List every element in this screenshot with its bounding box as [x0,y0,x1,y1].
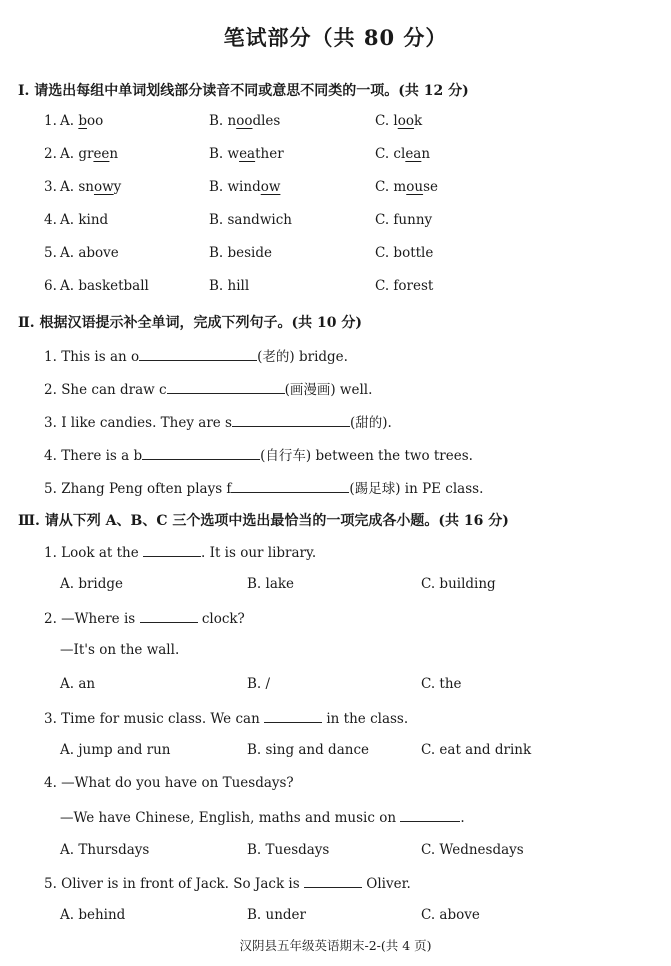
section-2-heading: Ⅱ. 根据汉语提示补全单词，完成下列句子。(共 10 分) [18,315,363,331]
q4-option-a[interactable]: A. Thursdays [60,842,150,858]
option-a[interactable] [60,245,119,261]
option-text: C. funny [375,212,433,228]
underlined-letters: ea [239,146,256,162]
answer-blank[interactable] [304,874,362,888]
question-2: 2. —Where is clock? [44,611,245,627]
answer-blank[interactable] [232,413,350,427]
option-c[interactable] [375,212,432,228]
q1-option-c[interactable]: C. building [421,576,496,592]
q5-option-a[interactable]: A. behind [60,907,126,923]
question-4: 4. —What do you have on Tuesdays? [44,775,294,791]
option-c[interactable] [375,146,430,162]
q2-option-a[interactable]: A. an [60,676,96,692]
option-text: C. cl [375,146,406,162]
underlined-letters: ea [405,146,422,162]
underlined-letters: oo [236,113,253,129]
option-text: C. forest [375,278,434,294]
underlined-letters: ee [93,146,110,162]
page-footer: 汉阴县五年级英语期末-2-(共 4 页) [239,938,432,953]
question-4-reply: —We have Chinese, English, maths and music on . [60,810,465,826]
option-text: A. [60,113,79,129]
item-number: 4. [44,212,57,228]
option-b[interactable] [209,245,272,261]
q3-option-c[interactable]: C. eat and drink [421,742,532,758]
fill-item-1: 1. This is an o (老的) bridge. [44,349,348,365]
q2-option-b[interactable]: B. / [247,676,271,692]
underlined-letters: oo [397,113,415,129]
section-1-heading: Ⅰ. 请选出每组中单词划线部分读音不同或意思不同类的一项。(共 12 分) [18,83,469,99]
answer-blank[interactable] [139,347,257,361]
q4-option-c[interactable]: C. Wednesdays [421,842,524,858]
option-text: A. above [60,245,119,261]
option-a[interactable] [60,278,149,294]
option-text: B. beside [209,245,273,261]
question-5: 5. Oliver is in front of Jack. So Jack is Oliver. [44,876,411,892]
fill-item-2: 2. She can draw c (画漫画) well. [44,382,373,398]
option-text: C. m [375,179,407,195]
underlined-letters: ow [93,179,114,195]
option-c[interactable] [375,179,438,195]
item-number: 6. [44,278,57,294]
question-3: 3. Time for music class. We can in the class. [44,711,409,727]
answer-blank[interactable] [400,808,460,822]
underlined-letters: ou [406,179,424,195]
q5-option-b[interactable]: B. under [247,907,306,923]
answer-blank[interactable] [231,479,349,493]
option-c[interactable] [375,245,433,261]
option-a[interactable] [60,146,118,162]
option-text: B. n [209,113,237,129]
fill-item-5: 5. Zhang Peng often plays f (踢足球) in PE class. [44,481,484,497]
item-number: 5. [44,245,57,261]
fill-item-3: 3. I like candies. They are s (甜的). [44,415,392,431]
question-1: 1. Look at the . It is our library. [44,545,317,561]
q2-option-c[interactable]: C. the [421,676,462,692]
item-number: 2. [44,146,57,162]
option-text: k [414,113,423,129]
option-b[interactable] [209,113,280,129]
option-text: A. sn [60,179,94,195]
option-text: n [109,146,119,162]
option-text: A. gr [60,146,94,162]
option-text: se [423,179,438,195]
q1-option-b[interactable]: B. lake [247,576,295,592]
item-number: 1. [44,113,57,129]
q3-option-b[interactable]: B. sing and dance [247,742,369,758]
option-text: B. sandwich [209,212,292,228]
option-c[interactable] [375,278,433,294]
option-a[interactable] [60,179,121,195]
item-number: 3. [44,179,57,195]
q5-option-c[interactable]: C. above [421,907,480,923]
option-a[interactable] [60,212,108,228]
answer-blank[interactable] [142,446,260,460]
answer-blank[interactable] [143,543,201,557]
section-3-heading: Ⅲ. 请从下列 A、B、C 三个选项中选出最恰当的一项完成各小题。(共 16 分) [18,513,509,529]
option-text: ther [255,146,284,162]
option-text: A. kind [60,212,109,228]
q4-option-b[interactable]: B. Tuesdays [247,842,330,858]
option-b[interactable] [209,278,249,294]
answer-blank[interactable] [167,380,285,394]
option-text: A. basketball [60,278,149,294]
option-c[interactable] [375,113,422,129]
option-b[interactable] [209,146,284,162]
answer-blank[interactable] [140,609,198,623]
question-2-reply: —It's on the wall. [60,642,180,658]
option-text: B. hill [209,278,250,294]
q3-option-a[interactable]: A. jump and run [60,742,171,758]
option-text: dles [252,113,281,129]
option-b[interactable] [209,179,280,195]
underlined-letters: ow [260,179,281,195]
answer-blank[interactable] [264,709,322,723]
option-b[interactable] [209,212,292,228]
option-text: oo [87,113,104,129]
page-title: 笔试部分（共 80 分） [223,25,448,50]
option-text: C. l [375,113,398,129]
underlined-letters: b [78,113,87,129]
option-text: B. wind [209,179,261,195]
option-text: n [421,146,431,162]
option-a[interactable] [60,113,103,129]
option-text: B. w [209,146,240,162]
option-text: C. bottle [375,245,434,261]
option-text: y [113,179,122,195]
fill-item-4: 4. There is a b (自行车) between the two trees. [44,448,473,464]
q1-option-a[interactable]: A. bridge [60,576,124,592]
